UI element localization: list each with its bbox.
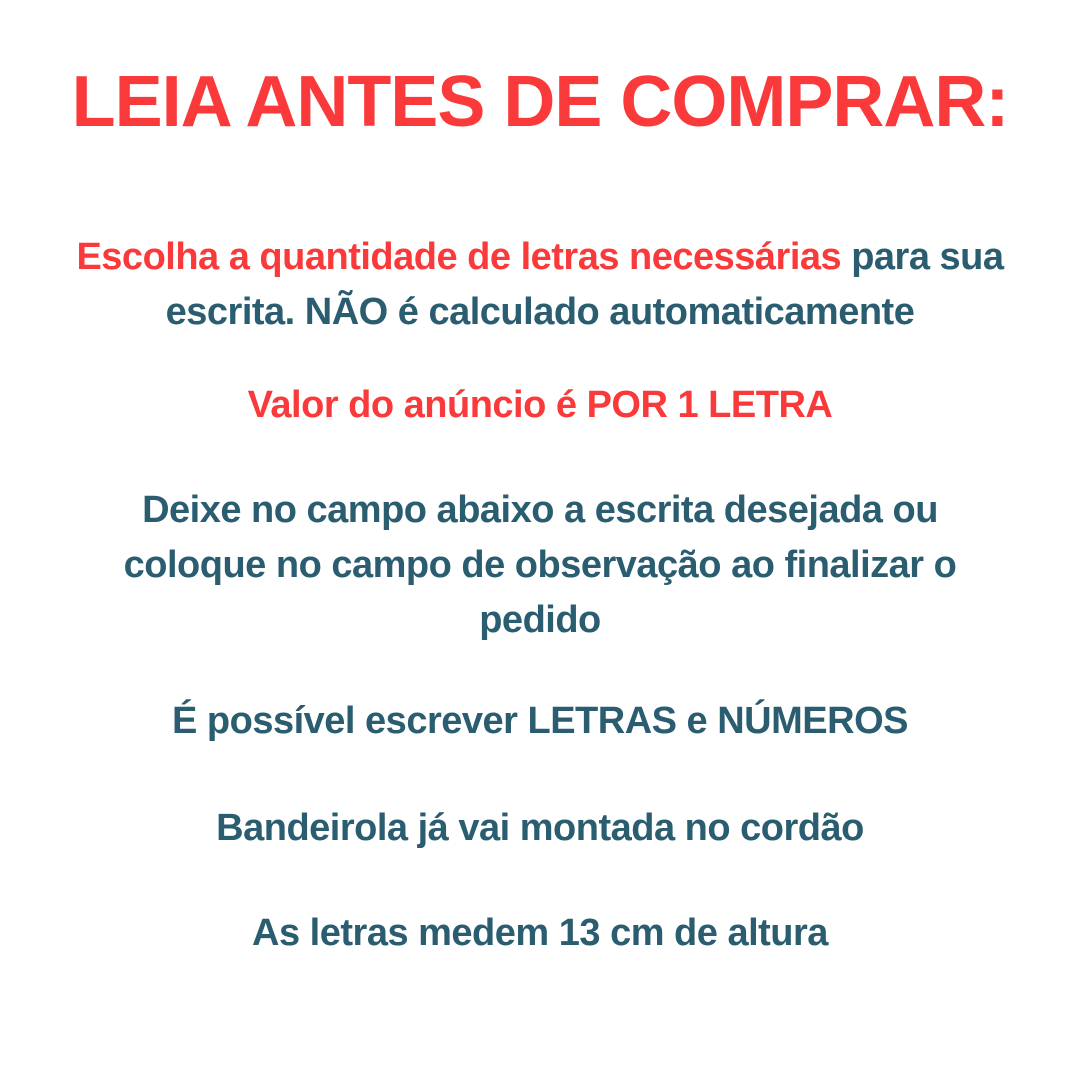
paragraph-letter-height: As letras medem 13 cm de altura [252, 912, 828, 954]
paragraph-price-per-letter: Valor do anúncio é POR 1 LETRA [247, 384, 833, 426]
choose-quantity-rest-line1: para sua [841, 236, 1004, 278]
paragraph-letters-numbers: É possível escrever LETRAS e NÚMEROS [172, 700, 908, 742]
paragraph-where-to-write [40, 483, 1040, 648]
paragraph-choose-quantity [40, 230, 1040, 340]
where-to-write-line3: pedido [479, 599, 601, 641]
where-to-write-line1: Deixe no campo abaixo a escrita desejada ou [142, 489, 938, 531]
page-title: LEIA ANTES DE COMPRAR: [71, 62, 1009, 142]
notice-content [40, 0, 1040, 961]
choose-quantity-rest-line2: escrita. NÃO é calculado automaticamente [165, 291, 915, 333]
paragraph-assembly: Bandeirola já vai montada no cordão [216, 807, 864, 849]
where-to-write-line2: coloque no campo de observação ao finalizar o [123, 544, 957, 586]
choose-quantity-highlight: Escolha a quantidade de letras necessárias [76, 236, 842, 278]
